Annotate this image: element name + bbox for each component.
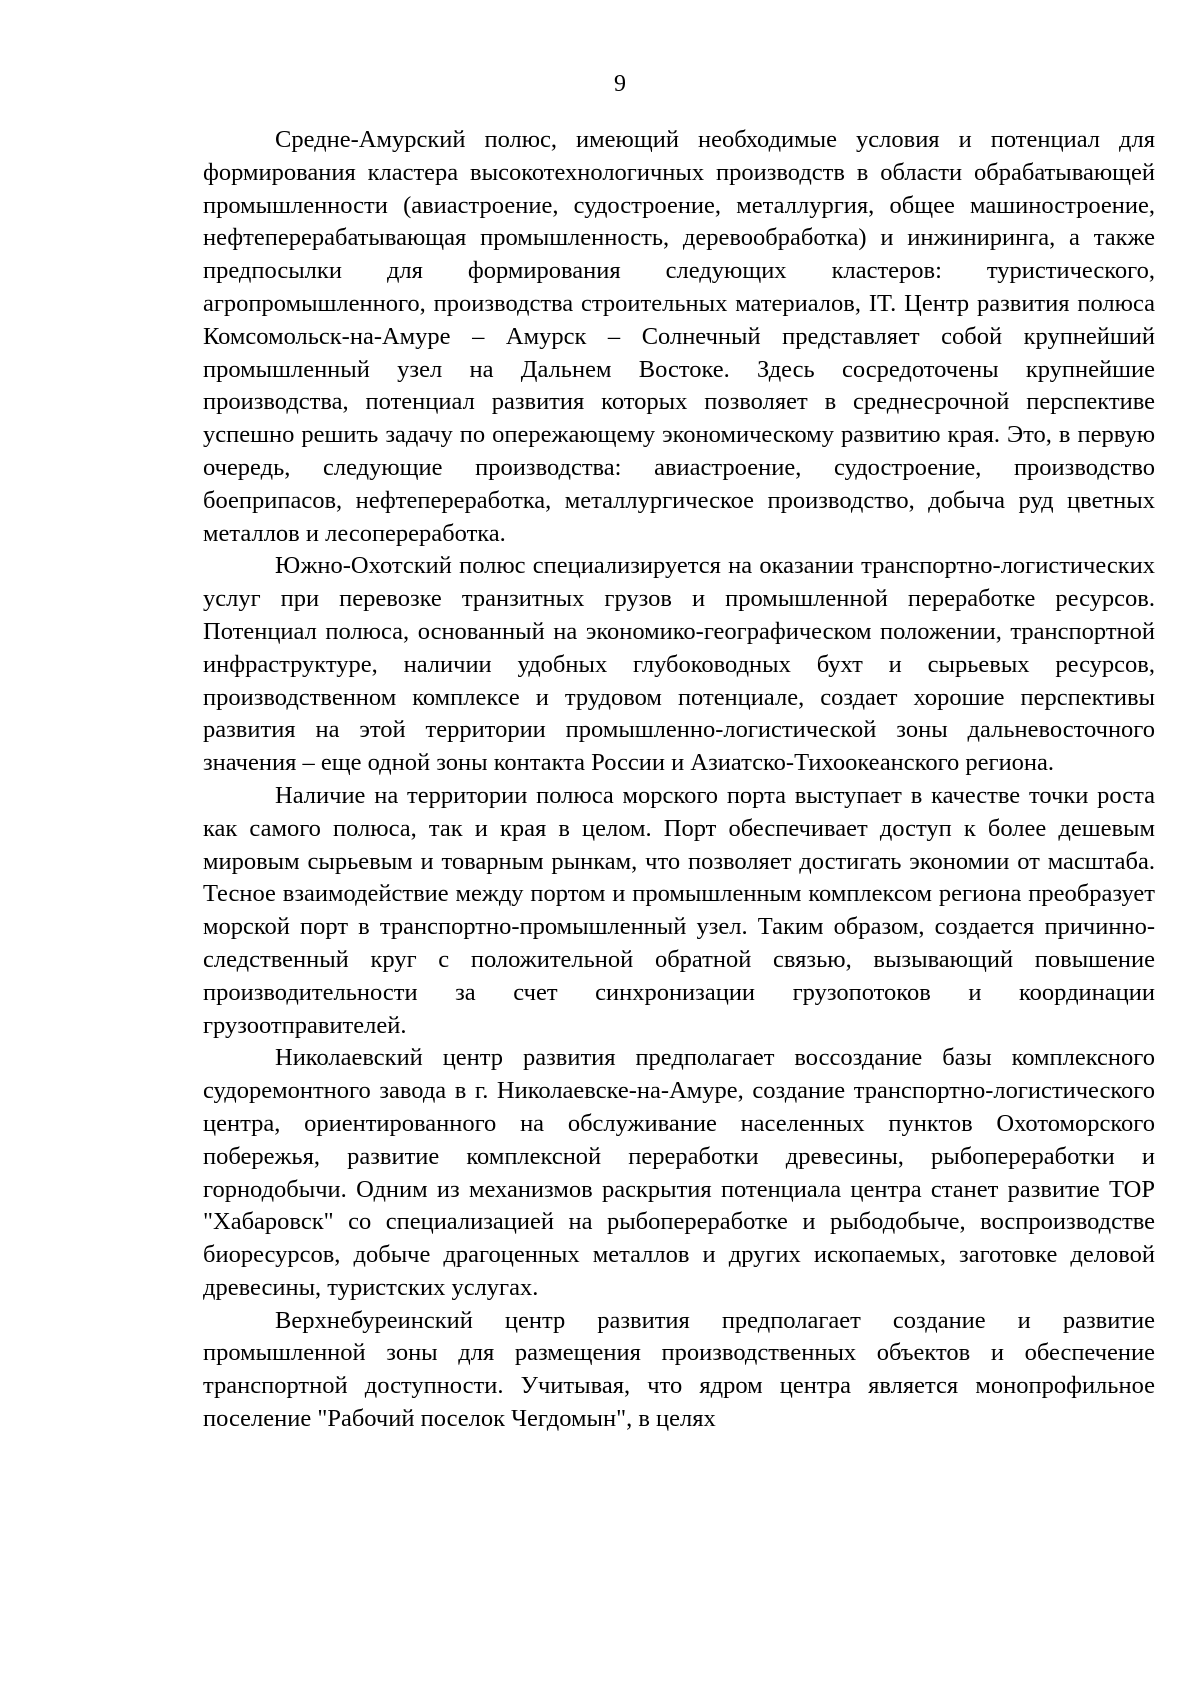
page-number: 9 — [614, 71, 626, 97]
paragraph-verkhnebureinsky-center: Верхнебуреинский центр развития предполагает создание и развитие промышленной зоны для размещения производственных объектов и обеспечение транспортной доступности. Учитывая, что ядром центра является монопрофильное поселение "Рабочий поселок Чегдомын", в целях — [203, 1306, 1155, 1433]
document-body — [203, 124, 1155, 1436]
paragraph-yuzhno-okhotsky-pole: Южно-Охотский полюс специализируется на оказании транспортно-логистических услуг при перевозке транзитных грузов и промышленной переработке ресурсов. Потенциал полюса, основанный на экономико-географическом положении, транспортной инфраструктуре, наличии удобных глубоководных бухт и сырьевых ресурсов, производственном комплексе и трудовом потенциале, создает хорошие перспективы развития на этой территории промышленно-логистической зоны дальневосточного значения – еще одной зоны контакта России и Азиатско-Тихоокеанского региона. — [203, 552, 1155, 777]
paragraph-nikolaevsky-center: Николаевский центр развития предполагает воссоздание базы комплексного судоремонтного завода в г. Николаевске-на-Амуре, создание транспортно-логистического центра, ориентированного на обслуживание населенных пунктов Охотоморского побережья, развитие комплексной переработки древесины, рыбопереработки и горнодобычи. Одним из механизмов раскрытия потенциала центра станет развитие ТОР "Хабаровск" со специализацией на рыбопереработке и рыбодобыче, воспроизводстве биоресурсов, добыче драгоценных металлов и других ископаемых, заготовке деловой древесины, туристских услугах. — [203, 1044, 1155, 1301]
paragraph-sredne-amursky-pole: Средне-Амурский полюс, имеющий необходимые условия и потенциал для формирования кластера высокотехнологичных производств в области обрабатывающей промышленности (авиастроение, судостроение, металлургия, общее машиностроение, нефтеперерабатывающая промышленность, деревообработка) и инжиниринга, а также предпосылки для формирования следующих кластеров: туристического, агропромышленного, производства строительных материалов, IT. Центр развития полюса Комсомольск-на-Амуре – Амурск – Солнечный представляет собой крупнейший промышленный узел на Дальнем Востоке. Здесь сосредоточены крупнейшие производства, потенциал развития которых позволяет в среднесрочной перспективе успешно решить задачу по опережающему экономическому развитию края. Это, в первую очередь, следующие производства: авиастроение, судостроение, производство боеприпасов, нефтепереработка, металлургическое производство, добыча руд цветных металлов и лесопереработка. — [203, 126, 1155, 547]
paragraph-seaport: Наличие на территории полюса морского порта выступает в качестве точки роста как самого полюса, так и края в целом. Порт обеспечивает доступ к более дешевым мировым сырьевым и товарным рынкам, что позволяет достигать экономии от масштаба. Тесное взаимодействие между портом и промышленным комплексом региона преобразует морской порт в транспортно-промышленный узел. Таким образом, создается причинно-следственный круг с положительной обратной связью, вызывающий повышение производительности за счет синхронизации грузопотоков и координации грузоотправителей. — [203, 781, 1155, 1039]
